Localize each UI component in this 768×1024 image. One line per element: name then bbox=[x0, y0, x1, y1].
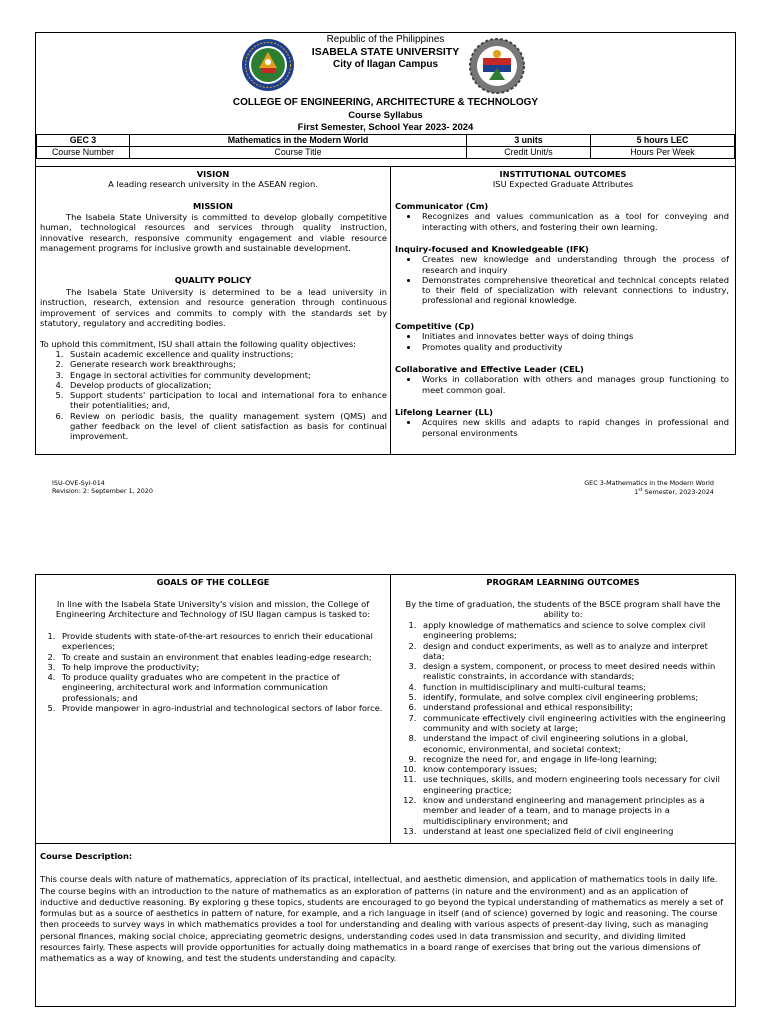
course-title-label: Course Title bbox=[130, 147, 467, 159]
institutional-outcomes-column bbox=[391, 167, 735, 455]
outcome-item: • Acquires new skills and adapts to rapid changes in professional and personal environments bbox=[419, 417, 729, 438]
plo-list bbox=[391, 620, 729, 836]
footer-left bbox=[52, 479, 153, 495]
objective-item: 3. Engage in sectoral activities for community development; bbox=[66, 370, 387, 380]
form-code: ISU-OVE-Syl-014 bbox=[52, 479, 105, 487]
semester-rest: Semester, 2023-2024 bbox=[642, 488, 714, 497]
outcome-item: • Promotes quality and productivity bbox=[419, 342, 729, 352]
table-spacer bbox=[36, 157, 735, 167]
plo-item: 12. know and understand engineering and management principles as a member and leader of a team, and to manage projects in a multidisciplinary environment; and bbox=[419, 795, 729, 826]
outcomes-heading: INSTITUTIONAL OUTCOMES bbox=[499, 169, 627, 179]
quality-objectives-intro: To uphold this commitment, ISU shall attain the following quality objectives: bbox=[40, 339, 356, 349]
outcome-title: Communicator (Cm) bbox=[395, 201, 489, 211]
isu-seal-icon bbox=[241, 38, 295, 92]
hours-per-week-label: Hours Per Week bbox=[591, 147, 735, 159]
outcome-item: • Works in collaboration with others and manages group functioning to meet common goal. bbox=[419, 374, 729, 395]
quality-objectives bbox=[40, 349, 387, 442]
footer-right bbox=[584, 479, 714, 496]
goal-item: 3. To help improve the productivity; bbox=[58, 662, 386, 672]
plo-item: 9. recognize the need for, and engage in life-long learning; bbox=[419, 754, 729, 764]
plo-item: 8. understand the impact of civil engineering solutions in a global, economic, environmental, and societal context; bbox=[419, 733, 729, 754]
goals-outcomes-box bbox=[35, 574, 736, 1007]
course-description-text: This course deals with nature of mathematics, appreciation of its practical, intellectual, and aesthetic dimension, and application of mathematics tools in daily life. The course begins with an introduction to the nature of mathematics as an exploration of patterns (in nature and the environment) and as an application of inductive and deductive reasoning. By exploring g these topics, students are encouraged to go beyond the typical understanding of mathematics as merely a set of formulas but as a source of aesthetics in pattern of nature, for example, and a rich language in itself (and of science) governed by logic and reasoning. The course then proceeds to survey ways in which mathematics provides a tool for understanding and dealing with various aspects of present-day living, such as managing personal finances, making social choice, appreciating geometric designs, understanding codes used in data transmission and security, and dividing limited resources fairly. These aspects will provide opportunities for actually doing mathematics in a board range of exercises that bring out the various dimensions of mathematics as a way of knowing, and test the students understanding and capacity. bbox=[40, 874, 724, 964]
course-number-label: Course Number bbox=[37, 147, 130, 159]
college-name: COLLEGE OF ENGINEERING, ARCHITECTURE & TECHNOLOGY bbox=[232, 97, 539, 108]
term-line: First Semester, School Year 2023- 2024 bbox=[297, 122, 474, 133]
campus-name: City of Ilagan Campus bbox=[332, 59, 438, 70]
outcome-group-cel bbox=[395, 364, 729, 395]
objective-item: 5. Support students' participation to local and international fora to enhance their potentialities; and, bbox=[66, 390, 387, 411]
plo-item: 10. know contemporary issues; bbox=[419, 764, 729, 774]
outcome-group-cm bbox=[395, 201, 729, 232]
outcome-item: • Initiates and innovates better ways of doing things bbox=[419, 331, 729, 341]
outcomes-subheading: ISU Expected Graduate Attributes bbox=[492, 179, 634, 189]
syllabus-header-box bbox=[35, 32, 736, 455]
course-description bbox=[40, 851, 726, 965]
document-header bbox=[36, 33, 735, 134]
course-info-table bbox=[36, 134, 735, 159]
goal-item: 2. To create and sustain an environment that enables leading-edge research; bbox=[58, 652, 386, 662]
quality-policy-text: The Isabela State University is determined to be a lead university in instruction, research, extension and resource generation through continuous improvement of services and commits to comply with the standards set by statutory, regulatory and accrediting bodies. bbox=[40, 287, 387, 328]
plo-item: 6. understand professional and ethical responsibility; bbox=[419, 702, 729, 712]
plo-item: 5. identify, formulate, and solve complex civil engineering problems; bbox=[419, 692, 729, 702]
document-type: Course Syllabus bbox=[348, 110, 423, 121]
course-number-value: GEC 3 bbox=[37, 135, 130, 147]
quality-policy-heading: QUALITY POLICY bbox=[174, 275, 252, 285]
plo-intro: By the time of graduation, the students of the BSCE program shall have the ability to: bbox=[405, 599, 721, 620]
outcome-title: Lifelong Learner (LL) bbox=[395, 407, 493, 417]
objective-item: 4. Develop products of glocalization; bbox=[66, 380, 387, 390]
plo-item: 13. understand at least one specialized field of civil engineering bbox=[419, 826, 729, 836]
semester-number: 1 bbox=[634, 488, 639, 497]
semester-suffix: st bbox=[638, 488, 643, 493]
outcome-title: Inquiry-focused and Knowledgeable (IFK) bbox=[395, 244, 589, 254]
vision-mission-column bbox=[36, 167, 391, 455]
goal-item: 1. Provide students with state-of-the-art resources to enrich their educational experiences; bbox=[58, 631, 386, 652]
mission-heading: MISSION bbox=[192, 201, 233, 211]
outcome-title: Competitive (Cp) bbox=[395, 321, 475, 331]
credit-units-label: Credit Unit/s bbox=[467, 147, 591, 159]
objective-item: 2. Generate research work breakthroughs; bbox=[66, 359, 387, 369]
outcome-item: • Demonstrates comprehensive theoretical and technical concepts related to their field of specialization with relevant connections to industry, professional and regional knowledge. bbox=[419, 275, 729, 306]
objective-item: 1. Sustain academic excellence and quality instructions; bbox=[66, 349, 387, 359]
goals-column bbox=[36, 575, 391, 844]
plo-item: 11. use techniques, skills, and modern engineering tools necessary for civil engineering practice; bbox=[419, 774, 729, 795]
outcome-group-cp bbox=[395, 321, 729, 352]
university-name: ISABELA STATE UNIVERSITY bbox=[311, 46, 460, 58]
goal-item: 5. Provide manpower in agro-industrial and technological sectors of labor force. bbox=[58, 703, 386, 713]
outcome-item: • Creates new knowledge and understanding through the process of research and inquiry bbox=[419, 254, 729, 275]
objective-item: 6. Review on periodic basis, the quality management system (QMS) and gather feedback on the level of client satisfaction as basis for continual improvement. bbox=[66, 411, 387, 442]
country-line: Republic of the Philippines bbox=[326, 34, 445, 45]
outcome-group-ll bbox=[395, 407, 729, 438]
goals-heading: GOALS OF THE COLLEGE bbox=[156, 577, 270, 587]
outcome-group-ifk bbox=[395, 244, 729, 306]
ceat-seal-icon bbox=[469, 38, 525, 94]
plo-column bbox=[391, 575, 735, 844]
plo-item: 1. apply knowledge of mathematics and science to solve complex civil engineering problems; bbox=[419, 620, 729, 641]
goals-intro: In line with the Isabela State University's vision and mission, the College of Engineering Architecture and Technology of ISU Ilagan campus is tasked to: bbox=[55, 599, 371, 620]
hours-per-week-value: 5 hours LEC bbox=[591, 135, 735, 147]
footer-semester bbox=[584, 487, 714, 496]
credit-units-value: 3 units bbox=[467, 135, 591, 147]
plo-item: 3. design a system, component, or process to meet desired needs within realistic constraints, in accordance with standards; bbox=[419, 661, 729, 682]
footer-course: GEC 3-Mathematics in the Modern World bbox=[584, 479, 714, 487]
course-title-value: Mathematics in the Modern World bbox=[130, 135, 467, 147]
outcome-item: • Recognizes and values communication as a tool for conveying and interacting with others, and fostering their own learning. bbox=[419, 211, 729, 232]
plo-item: 7. communicate effectively civil engineering activities with the engineering community and with society at large; bbox=[419, 713, 729, 734]
outcome-title: Collaborative and Effective Leader (CEL) bbox=[395, 364, 584, 374]
revision-line: Revision: 2: September 1, 2020 bbox=[52, 487, 153, 495]
course-description-heading: Course Description: bbox=[40, 851, 133, 861]
plo-item: 4. function in multidisciplinary and multi-cultural teams; bbox=[419, 682, 729, 692]
goals-list bbox=[36, 631, 386, 713]
plo-heading: PROGRAM LEARNING OUTCOMES bbox=[486, 577, 640, 587]
goal-item: 4. To produce quality graduates who are competent in the practice of engineering, architectural work and information communication professionals; and bbox=[58, 672, 386, 703]
vision-heading: VISION bbox=[196, 169, 230, 179]
vision-text: A leading research university in the ASEAN region. bbox=[108, 179, 318, 189]
mission-text: The Isabela State University is committed to develop globally competitive human, technological resources and services through quality instruction, innovative research, responsive community engagement and viable resource management programs for inclusive growth and sustainable development. bbox=[40, 212, 387, 253]
plo-item: 2. design and conduct experiments, as well as to analyze and interpret data; bbox=[419, 641, 729, 662]
